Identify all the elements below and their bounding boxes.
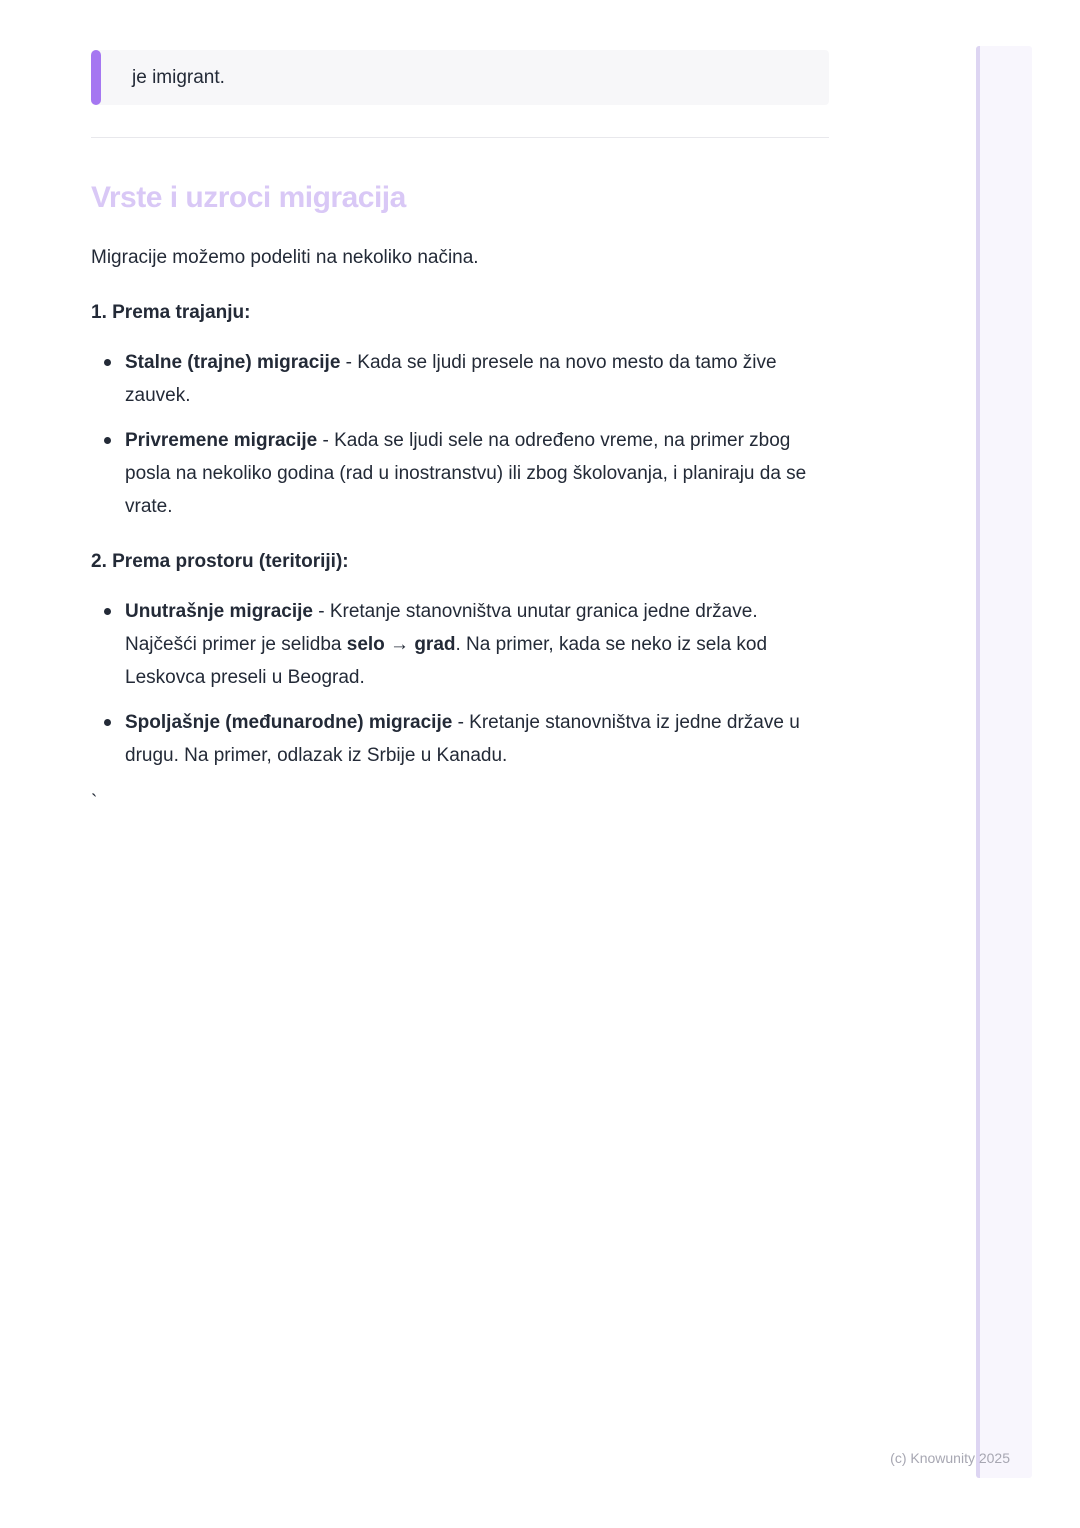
bullet-icon [104,719,111,726]
list-item-desc: . Na primer, kada se neko iz sela kod Leskovca preseli u Beograd. [125,634,768,688]
list-item-term: Spoljašnje (međunarodne) migracije [125,712,453,733]
list-prema-prostoru [91,595,829,772]
intro-paragraph: Migracije možemo podeliti na nekoliko načina. [91,247,479,268]
copyright-footer: (c) Knowunity 2025 [890,1450,1010,1466]
bullet-icon [104,359,111,366]
list-item-term: Privremene migracije [125,430,318,451]
list-item [91,706,829,772]
section-divider [91,137,829,138]
section-title-1: 1. Prema trajanju: [91,302,251,323]
list-item-desc: - Kada se ljudi sele na određeno vreme, na primer zbog posla na nekoliko godina (rad u inostranstvu) ili zbog školovanja, i planiraju da se vrate. [125,430,807,517]
list-item-term: Stalne (trajne) migracije [125,352,341,373]
section-title-2: 2. Prema prostoru (teritoriji): [91,551,349,572]
stray-character: ` [91,792,98,813]
next-page-edge [976,46,1032,1478]
list-item [91,595,829,694]
list-item [91,424,829,523]
callout-text: je imigrant. [132,67,225,88]
page-title: Vrste i uzroci migracija [91,181,406,214]
callout-accent-bar [91,50,101,105]
bullet-icon [104,608,111,615]
list-prema-trajanju [91,346,829,523]
list-item [91,346,829,412]
list-item-term: Unutrašnje migracije [125,601,313,622]
list-item-desc: - Kada se ljudi presele na novo mesto da tamo žive zauvek. [125,352,777,406]
list-item-desc: - Kretanje stanovništva unutar granica jedne države. Najčešći primer je selidba [125,601,758,655]
bullet-icon [104,437,111,444]
document-content [91,50,829,819]
callout [91,50,829,105]
list-item-inline-bold: selo → grad [346,634,456,655]
list-item-desc: - Kretanje stanovništva iz jedne države u drugu. Na primer, odlazak iz Srbije u Kanadu. [125,712,800,766]
